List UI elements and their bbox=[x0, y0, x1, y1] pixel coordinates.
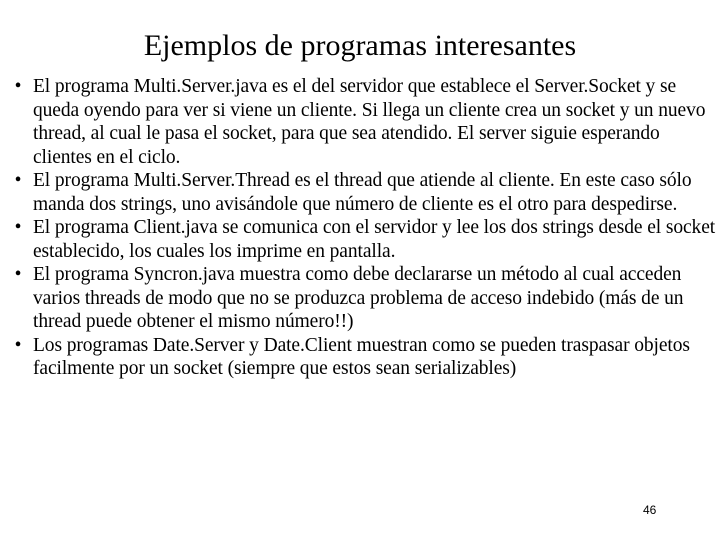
bullet-item bbox=[14, 216, 720, 263]
bullet-item bbox=[14, 169, 720, 216]
bullet-text: El programa Client.java se comunica con el servidor y lee los dos strings desde el socket establecido, los cuales los imprime en pantalla. bbox=[33, 217, 716, 262]
bullet-item bbox=[14, 75, 720, 169]
bullet-icon: • bbox=[14, 76, 22, 97]
slide-title: Ejemplos de programas interesantes bbox=[143, 29, 577, 62]
bullet-list bbox=[14, 75, 720, 381]
bullet-text: El programa Syncron.java muestra como debe declararse un método al cual acceden varios threads de modo que no se produzca problema de acceso indebido (más de un thread puede obtener el mismo número!!) bbox=[33, 264, 684, 332]
bullet-item bbox=[14, 263, 720, 334]
bullet-text: El programa Multi.Server.Thread es el thread que atiende al cliente. En este caso sólo manda dos strings, uno avisándole que número de cliente es el otro para despedirse. bbox=[33, 170, 692, 215]
bullet-item bbox=[14, 334, 720, 381]
page-number: 46 bbox=[643, 503, 657, 517]
bullet-icon: • bbox=[14, 170, 22, 191]
bullet-text: El programa Multi.Server.java es el del servidor que establece el Server.Socket y se queda oyendo para ver si viene un cliente. Si llega un cliente crea un socket y un nuevo thread, al cual le pasa el socket, para que sea atendido. El server siguie esperando clientes en el ciclo. bbox=[33, 76, 706, 168]
bullet-icon: • bbox=[14, 217, 22, 238]
bullet-icon: • bbox=[14, 334, 22, 356]
bullet-icon: • bbox=[14, 264, 22, 285]
bullet-text: Los programas Date.Server y Date.Client muestran como se pueden traspasar objetos facilmente por un socket (siempre que estos sean serializables) bbox=[33, 334, 690, 379]
